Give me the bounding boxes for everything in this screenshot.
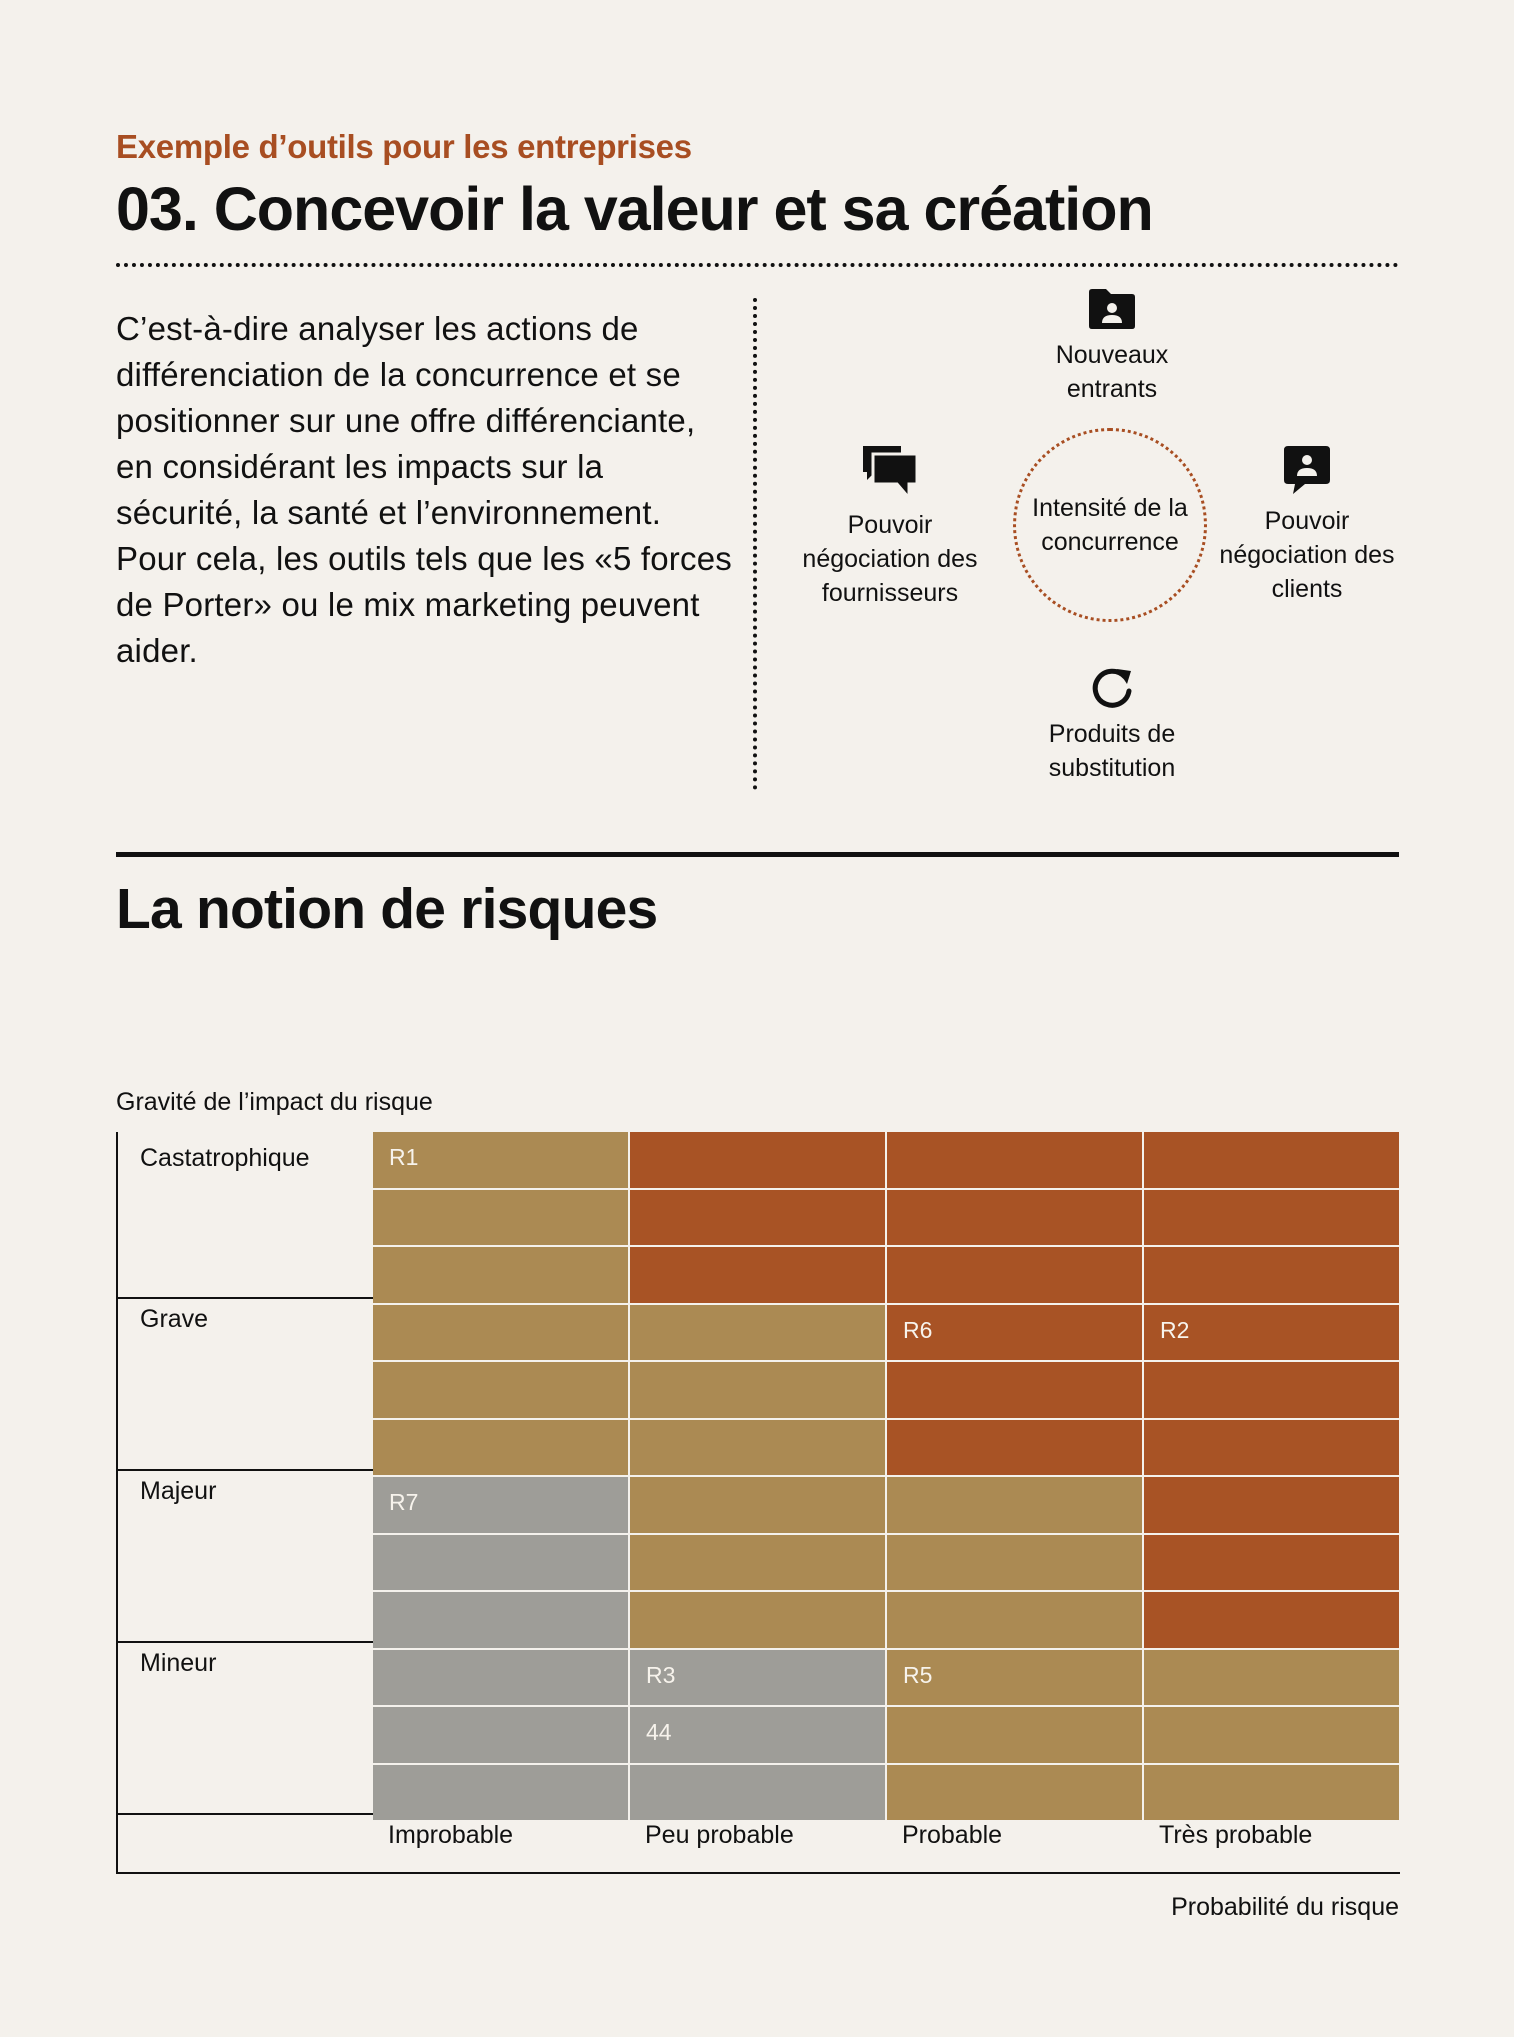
risk-cell bbox=[373, 1477, 628, 1533]
risk-cell-label: R3 bbox=[646, 1661, 676, 1688]
intro-paragraph-1: C’est-à-dire analyser les actions de différenciation de la concurrence et se positionner sur une offre différenciante, en considérant les impacts sur la sécurité, la santé et l’environnement. bbox=[116, 310, 696, 531]
risk-cell bbox=[373, 1707, 628, 1763]
risk-cell bbox=[373, 1535, 628, 1591]
risk-cell bbox=[887, 1650, 1142, 1706]
chat-bubbles-icon bbox=[861, 444, 919, 500]
risk-cell bbox=[1144, 1707, 1399, 1763]
vertical-dotted-divider bbox=[753, 298, 757, 790]
risk-cell bbox=[630, 1305, 885, 1361]
risk-cell bbox=[630, 1190, 885, 1246]
risk-cell bbox=[1144, 1362, 1399, 1418]
x-axis-label: Probabilité du risque bbox=[1171, 1893, 1399, 1921]
force-nouveaux-entrants bbox=[1012, 288, 1212, 406]
risk-cell bbox=[373, 1190, 628, 1246]
risk-cell-label: R5 bbox=[903, 1661, 933, 1688]
risk-cell bbox=[1144, 1305, 1399, 1361]
risk-cell bbox=[630, 1247, 885, 1303]
row-divider bbox=[116, 1813, 373, 1815]
risk-cell bbox=[1144, 1190, 1399, 1246]
intro-text bbox=[116, 306, 736, 674]
risk-cell-label: 44 bbox=[646, 1719, 672, 1745]
risk-cell bbox=[887, 1707, 1142, 1763]
risk-cell bbox=[630, 1765, 885, 1821]
risk-cell bbox=[630, 1535, 885, 1591]
row-label-catastrophique: Castatrophique bbox=[140, 1144, 310, 1172]
risk-cell bbox=[630, 1477, 885, 1533]
y-axis-label: Gravité de l’impact du risque bbox=[116, 1088, 433, 1116]
risk-cell bbox=[887, 1477, 1142, 1533]
force-fournisseurs bbox=[785, 444, 995, 610]
force-label: Produits de substitution bbox=[1048, 720, 1176, 782]
person-bubble-icon bbox=[1281, 444, 1333, 496]
risk-cell-label: R7 bbox=[389, 1489, 419, 1515]
risk-cell bbox=[887, 1247, 1142, 1303]
risk-cell bbox=[1144, 1132, 1399, 1188]
x-axis-line bbox=[116, 1872, 1400, 1874]
risk-cell bbox=[630, 1362, 885, 1418]
risk-cell-label: R6 bbox=[903, 1316, 933, 1343]
row-divider bbox=[116, 1297, 373, 1299]
row-label-grave: Grave bbox=[140, 1305, 209, 1333]
risk-cell bbox=[887, 1362, 1142, 1418]
row-label-mineur: Mineur bbox=[140, 1649, 217, 1677]
force-label: Pouvoir négociation des fournisseurs bbox=[802, 511, 978, 607]
risk-cell bbox=[1144, 1650, 1399, 1706]
risk-cell bbox=[373, 1420, 628, 1476]
folder-person-icon bbox=[1087, 288, 1137, 330]
col-label-peu-probable: Peu probable bbox=[645, 1821, 794, 1849]
risk-cell bbox=[630, 1650, 885, 1706]
risk-cell bbox=[373, 1362, 628, 1418]
force-clients bbox=[1217, 444, 1397, 606]
force-label: Nouveaux entrants bbox=[1055, 341, 1169, 403]
col-label-improbable: Improbable bbox=[388, 1821, 514, 1849]
eyebrow: Exemple d’outils pour les entreprises bbox=[116, 128, 692, 165]
risk-cell bbox=[1144, 1592, 1399, 1648]
intro-paragraph-2: Pour cela, les outils tels que les «5 forces de Porter» ou le mix marketing peuvent aider. bbox=[116, 540, 732, 669]
risk-cell bbox=[887, 1765, 1142, 1821]
risk-cell bbox=[373, 1247, 628, 1303]
risk-grid bbox=[373, 1132, 1399, 1820]
y-axis-line bbox=[116, 1132, 118, 1874]
risk-cell bbox=[373, 1765, 628, 1821]
force-label: Pouvoir négociation des clients bbox=[1219, 507, 1395, 603]
risk-cell bbox=[887, 1592, 1142, 1648]
force-produits-substitution bbox=[1012, 665, 1212, 785]
force-label: Intensité de la concurrence bbox=[1032, 494, 1188, 556]
risk-cell-label: R1 bbox=[389, 1144, 419, 1170]
risk-cell bbox=[373, 1132, 628, 1188]
risk-cell bbox=[887, 1305, 1142, 1361]
col-label-probable: Probable bbox=[902, 1821, 1003, 1849]
risk-cell bbox=[1144, 1765, 1399, 1821]
risk-cell bbox=[630, 1420, 885, 1476]
refresh-icon bbox=[1087, 665, 1137, 711]
risk-cell bbox=[630, 1592, 885, 1648]
risk-cell-label: R2 bbox=[1160, 1316, 1190, 1343]
risk-cell bbox=[1144, 1477, 1399, 1533]
risk-matrix bbox=[116, 1132, 1400, 1874]
risk-cell bbox=[373, 1592, 628, 1648]
dotted-divider bbox=[116, 263, 1399, 267]
row-label-majeur: Majeur bbox=[140, 1477, 217, 1505]
risk-cell bbox=[630, 1132, 885, 1188]
risk-cell bbox=[1144, 1247, 1399, 1303]
risk-cell bbox=[1144, 1420, 1399, 1476]
risk-cell bbox=[373, 1305, 628, 1361]
risk-cell bbox=[887, 1420, 1142, 1476]
section-title: La notion de risques bbox=[116, 877, 658, 941]
row-divider bbox=[116, 1641, 373, 1643]
risk-cell bbox=[887, 1535, 1142, 1591]
risk-cell bbox=[887, 1132, 1142, 1188]
force-intensite-concurrence bbox=[1013, 428, 1207, 622]
section-rule bbox=[116, 852, 1399, 857]
col-label-tres-probable: Très probable bbox=[1159, 1821, 1313, 1849]
row-divider bbox=[116, 1469, 373, 1471]
risk-cell bbox=[630, 1707, 885, 1763]
page-title: 03. Concevoir la valeur et sa création bbox=[116, 175, 1153, 243]
risk-cell bbox=[373, 1650, 628, 1706]
risk-cell bbox=[887, 1190, 1142, 1246]
risk-cell bbox=[1144, 1535, 1399, 1591]
